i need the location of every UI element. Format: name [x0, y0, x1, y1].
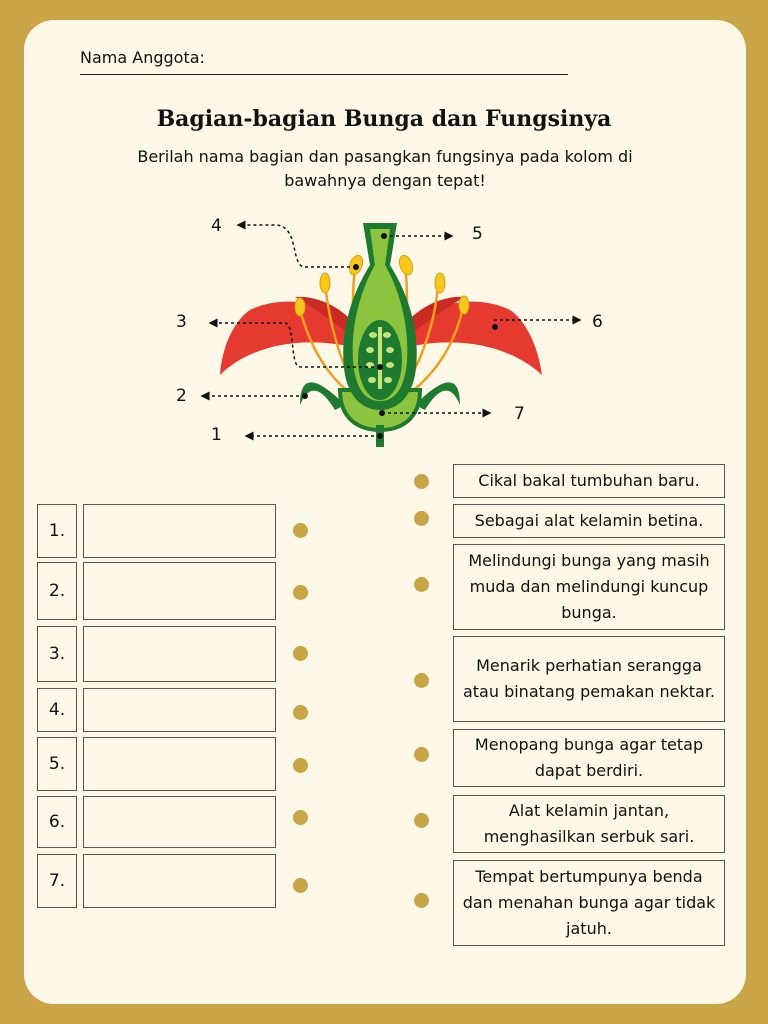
match-dot-left-3[interactable] [293, 646, 308, 661]
answer-number-6: 6. [37, 796, 77, 848]
function-option-6: Alat kelamin jantan, menghasilkan serbuk sari. [453, 795, 725, 853]
diagram-label-2: 2 [176, 386, 187, 406]
instruction-text: Berilah nama bagian dan pasangkan fungsinya pada kolom di bawahnya dengan tepat! [137, 147, 633, 190]
function-option-1: Cikal bakal tumbuhan baru. [453, 464, 725, 498]
diagram-label-7: 7 [514, 404, 525, 424]
answer-number-5: 5. [37, 737, 77, 791]
answer-box-4[interactable] [83, 688, 276, 732]
function-option-3: Melindungi bunga yang masih muda dan melindungi kuncup bunga. [453, 544, 725, 630]
match-dot-left-7[interactable] [293, 878, 308, 893]
sepal-right [415, 382, 460, 410]
name-label: Nama Anggota: [80, 48, 205, 67]
diagram-label-4: 4 [211, 216, 222, 236]
match-dot-right-2[interactable] [414, 511, 429, 526]
diagram-label-6: 6 [592, 312, 603, 332]
answer-box-7[interactable] [83, 854, 276, 908]
diagram-label-5: 5 [472, 224, 483, 244]
answer-number-7: 7. [37, 854, 77, 908]
answer-number-2: 2. [37, 562, 77, 620]
match-dot-right-7[interactable] [414, 893, 429, 908]
function-option-7: Tempat bertumpunya benda dan menahan bunga agar tidak jatuh. [453, 860, 725, 946]
match-dot-right-1[interactable] [414, 474, 429, 489]
answer-box-5[interactable] [83, 737, 276, 791]
answer-number-4: 4. [37, 688, 77, 732]
match-dot-left-4[interactable] [293, 705, 308, 720]
function-option-4: Menarik perhatian serangga atau binatang pemakan nektar. [453, 636, 725, 722]
answer-box-6[interactable] [83, 796, 276, 848]
answer-number-1: 1. [37, 504, 77, 558]
diagram-label-3: 3 [176, 312, 187, 332]
answer-box-2[interactable] [83, 562, 276, 620]
match-dot-left-5[interactable] [293, 758, 308, 773]
match-dot-right-5[interactable] [414, 747, 429, 762]
page-title: Bagian-bagian Bunga dan Fungsinya [156, 106, 612, 132]
match-dot-right-6[interactable] [414, 813, 429, 828]
name-field[interactable] [80, 48, 568, 75]
diagram-label-1: 1 [211, 425, 222, 445]
match-dot-left-1[interactable] [293, 523, 308, 538]
answer-number-3: 3. [37, 626, 77, 682]
match-dot-left-6[interactable] [293, 810, 308, 825]
function-option-2: Sebagai alat kelamin betina. [453, 504, 725, 538]
answer-box-1[interactable] [83, 504, 276, 558]
match-dot-right-3[interactable] [414, 577, 429, 592]
flower-diagram [160, 205, 600, 460]
match-dot-left-2[interactable] [293, 585, 308, 600]
function-option-5: Menopang bunga agar tetap dapat berdiri. [453, 729, 725, 787]
answer-box-3[interactable] [83, 626, 276, 682]
match-dot-right-4[interactable] [414, 673, 429, 688]
